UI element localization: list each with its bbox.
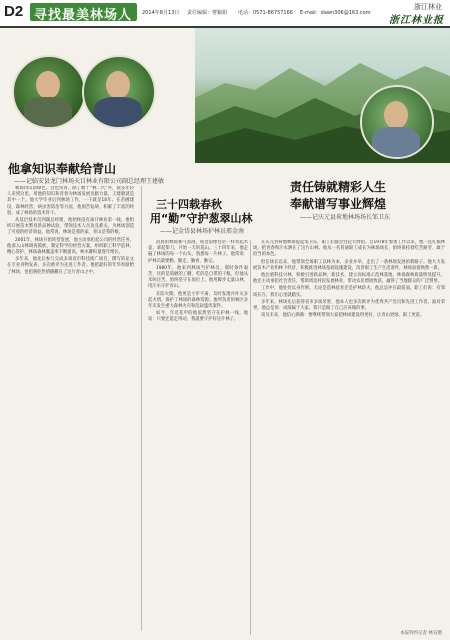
- paragraph: 2001年，林场开始转型发展，他主动承担起公司的经营任务。他深入山林调查摸底，制定科学的经营方案，组织职工科学造林、精心管护，林场森林覆盖率不断提高，林木蓄积量逐年增长。: [7, 237, 134, 256]
- portrait-photo-wang: [12, 55, 86, 129]
- brand-logo: 浙江林业报: [389, 15, 444, 26]
- article-1-subtitle: ——记临安县龙门林场天目林业有限公司副总经理王建敏: [14, 178, 165, 185]
- editor: 责任编辑：曹颖娟: [187, 10, 228, 16]
- article-3-body: [253, 240, 445, 635]
- portrait-photo-xing: [82, 55, 156, 129]
- column-divider: [250, 240, 251, 635]
- paragraph: 林场四山清绿色，会也常青。除了数十“林二代”外，很多年轻人来到这里，用他的知识和青春为林场发展贡献力量。王建敏就是其中一个。他大学毕业后到林场工作，一干就是18年。在苗圃建设、森林经营、病虫害防治等方面，他刻苦钻研，积累了丰富的经验，成了林场的技术骨干。: [7, 186, 134, 216]
- paragraph: 多年来，林场先后获得省市多项荣誉，他本人也多次被评为优秀共产党员和先进工作者。面对荣誉，他总是说：成绩属于大家，我只是做了自己应该做的事。: [253, 299, 445, 312]
- article-3-title-line2: 奉献谱写事业辉煌: [290, 197, 387, 211]
- paragraph: 工作中，他处处以身作则。无论是造林抚育还是护林防火，他总是冲在最前面。职工们说：有邹场长在，我们心里就踏实。: [253, 286, 445, 298]
- article-3-title: 责任铸就精彩人生: [290, 180, 387, 194]
- paragraph: 多年来，他先后参与完成多项省市科技推广项目，撰写的论文在专业刊物发表，多次被评为先进工作者。他把最好的年华奉献给了林场，也把满腔热情播撒在了这片青山之中。: [7, 257, 134, 275]
- portrait-photo-zou: [360, 85, 434, 159]
- article-3-subtitle: ——记庆元县荷地林场场长邹卫东: [300, 214, 391, 221]
- brand-top: 浙江林业: [414, 3, 442, 11]
- article-2-title: 三十四载春秋: [156, 198, 222, 211]
- column-divider: [141, 186, 142, 631]
- paragraph: 担任场长以来，他带领全场职工以林为本，多业并举，走出了一条林场发展的新路子。他大力发展苗木产业和林下经济，积极推进林场基础设施建设，改善职工生产生活条件，林场面貌焕然一新。: [253, 259, 445, 271]
- issue-date: 2014年8月13日: [142, 10, 180, 16]
- phone: 电话：0571-86757166: [238, 10, 293, 16]
- paragraph: 从基层技术员到副总经理，他始终没有离开林业第一线。他组织开展苗木繁育新品种试验，带领技术人员攻克难关，为林场创造了可观的经济效益。他常说，林场是我的家，青山是我的根。: [7, 218, 134, 236]
- article-1-body: [7, 186, 134, 631]
- paragraph: 在防火期，他更是寸步不离，及时发现并扑灭多起火情，保护了林场的森林资源。他所负责的林区多年未发生重大森林火灾和乱砍滥伐案件。: [148, 291, 248, 310]
- paragraph: 谈及未来，他信心满满：要继续带领大家把林场建设得更好，让青山更绿、职工更富。: [261, 313, 425, 319]
- paragraph: 清晨的林场雾气弥漫，邢金南像往常一样背起水壶，拿起柴刀，开始一天的巡山。三十四年来，他走遍了林场的每一个山头，熟悉每一片林子。他常说：护林员就要勤，勤走、勤看、勤记。: [148, 240, 248, 264]
- page-code: D2: [4, 3, 24, 20]
- article-2-title-line2: 用“勤”守护葱翠山林: [150, 212, 253, 225]
- article-2-body: [148, 240, 248, 635]
- paragraph: 1980年，他来到林场当护林员。那时条件艰苦，住的是简陋的工棚，吃的是自带的干粮。但他从未叫过苦，始终坚守在岗位上。他用脚步丈量山林，用汗水守护青山。: [148, 265, 248, 290]
- paragraph: 如今，年近花甲的他依然坚守在护林一线。他说：只要还能走得动，我就要守护好这片林子。: [148, 311, 248, 323]
- paragraph: 他注重科技兴林，积极引进新品种、新技术，建立高标准示范林基地，林场森林质量明显提升。他还主动承担社会责任，帮助周边村民发展林业，带动农民增收致富，赢得了当地群众的广泛赞誉。: [253, 273, 445, 285]
- section-title: 寻找最美林场人: [34, 8, 133, 23]
- page-header: [0, 0, 450, 28]
- email: E-mail：dawn306@163.com: [300, 10, 371, 16]
- article-2-subtitle: ——记金岱县林场护林员邢金南: [160, 228, 245, 235]
- article-1-title: 他拿知识奉献给青山: [8, 162, 117, 176]
- photo-credit: 本报特约记者 林宣摄: [400, 631, 442, 636]
- paragraph: 在庆元县荷地林场提起邹卫东，职工们都会竖起大拇指。自1978年参加工作以来，他一直扎根林场，把青春和汗水洒在了这片山林。他从一名普通职工成长为林场场长，始终保持着吃苦耐劳、敢于担当的本色。: [253, 240, 445, 258]
